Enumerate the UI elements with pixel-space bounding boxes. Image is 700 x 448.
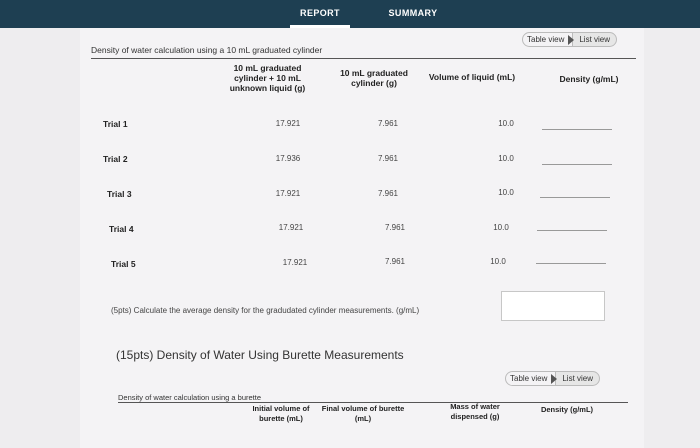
header-cylinder-plus-liquid: 10 mL graduated cylinder + 10 mL unknown liquid (g) <box>229 63 306 93</box>
burette-section-title: (15pts) Density of Water Using Burette Measurements <box>116 348 404 362</box>
cylinder-mass-value[interactable]: 7.961 <box>377 119 399 128</box>
volume-value[interactable]: 10.0 <box>498 154 514 163</box>
report-panel <box>80 28 644 448</box>
cylinder-plus-liquid-value[interactable]: 17.921 <box>278 223 304 232</box>
density-input[interactable] <box>542 129 612 130</box>
cylinder-mass-value[interactable]: 7.961 <box>377 189 399 198</box>
density-input[interactable] <box>542 164 612 165</box>
view-toggle-burette <box>505 371 600 386</box>
header-density: Density (g/mL) <box>559 74 619 84</box>
cylinder-plus-liquid-value[interactable]: 17.921 <box>275 189 301 198</box>
burette-table-caption: Density of water calculation using a burette <box>118 393 261 402</box>
header-volume: Volume of liquid (mL) <box>428 72 516 82</box>
table-view-toggle[interactable]: Table view <box>522 32 573 47</box>
trial-label: Trial 3 <box>107 189 132 199</box>
cylinder-plus-liquid-value[interactable]: 17.936 <box>275 154 301 163</box>
table-view-toggle[interactable]: Table view <box>505 371 556 386</box>
density-input[interactable] <box>540 197 610 198</box>
average-density-answer-box[interactable] <box>501 291 605 321</box>
volume-value[interactable]: 10.0 <box>490 257 506 266</box>
trial-label: Trial 2 <box>103 154 128 164</box>
trial-label: Trial 4 <box>109 224 134 234</box>
table-rule <box>118 402 628 403</box>
header-final-volume: Final volume of burette (mL) <box>321 404 405 423</box>
cylinder-plus-liquid-value[interactable]: 17.921 <box>282 258 308 267</box>
header-mass-dispensed: Mass of water dispensed (g) <box>450 402 500 421</box>
top-navigation-bar <box>0 0 700 28</box>
view-toggle-cylinder <box>522 32 617 47</box>
header-cylinder-mass: 10 mL graduated cylinder (g) <box>340 68 408 88</box>
header-initial-volume: Initial volume of burette (mL) <box>252 404 310 423</box>
volume-value[interactable]: 10.0 <box>498 119 514 128</box>
list-view-toggle[interactable]: List view <box>573 32 617 47</box>
header-burette-density: Density (g/mL) <box>540 405 594 414</box>
cylinder-mass-value[interactable]: 7.961 <box>377 154 399 163</box>
volume-value[interactable]: 10.0 <box>498 188 514 197</box>
trial-label: Trial 5 <box>111 259 136 269</box>
density-input[interactable] <box>536 263 606 264</box>
average-density-question: (5pts) Calculate the average density for the gradudated cylinder measurements. (g/mL) <box>111 306 420 315</box>
trial-label: Trial 1 <box>103 119 128 129</box>
cylinder-mass-value[interactable]: 7.961 <box>384 257 406 266</box>
density-input[interactable] <box>537 230 607 231</box>
list-view-toggle[interactable]: List view <box>556 371 600 386</box>
tab-report[interactable]: REPORT <box>290 0 350 28</box>
cylinder-plus-liquid-value[interactable]: 17.921 <box>275 119 301 128</box>
table-rule <box>91 58 636 59</box>
tab-summary[interactable]: SUMMARY <box>388 8 438 18</box>
cylinder-table-caption: Density of water calculation using a 10 mL graduated cylinder <box>91 45 323 55</box>
cylinder-mass-value[interactable]: 7.961 <box>384 223 406 232</box>
volume-value[interactable]: 10.0 <box>493 223 509 232</box>
